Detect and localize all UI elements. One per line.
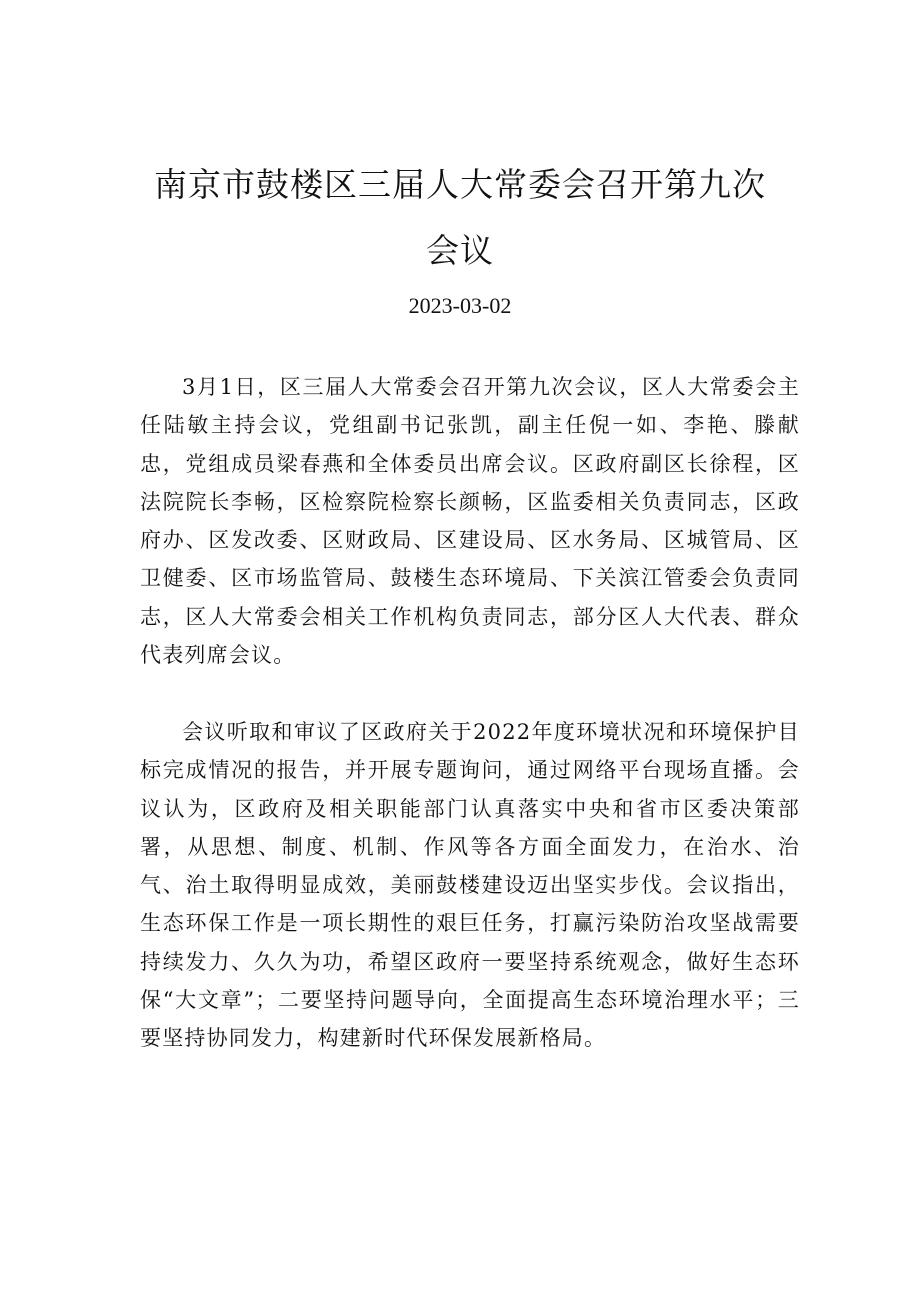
- paragraph-attendance: 3月1日，区三届人大常委会召开第九次会议，区人大常委会主任陆敏主持会议，党组副书记张凯，副主任倪一如、李艳、滕献忠，党组成员梁春燕和全体委员出席会议。区政府副区长徐程，区法院院长李畅，区检察院检察长颜畅，区监委相关负责同志，区政府办、区发改委、区财政局、区建设局、区水务局、区城管局、区卫健委、区市场监管局、鼓楼生态环境局、下关滨江管委会负责同志，区人大常委会相关工作机构负责同志，部分区人大代表、群众代表列席会议。: [140, 375, 800, 668]
- paragraph-review: 会议听取和审议了区政府关于2022年度环境状况和环境保护目标完成情况的报告，并开展专题询问，通过网络平台现场直播。会议认为，区政府及相关职能部门认真落实中央和省市区委决策部署，从思想、制度、机制、作风等各方面全面发力，在治水、治气、治土取得明显成效，美丽鼓楼建设迈出坚实步伐。会议指出，生态环保工作是一项长期性的艰巨任务，打赢污染防治攻坚战需要持续发力、久久为功，希望区政府一要坚持系统观念，做好生态环保“大文章”；二要坚持问题导向，全面提高生态环境治理水平；三要坚持协同发力，构建新时代环保发展新格局。: [140, 720, 800, 1051]
- page-title-line-2: 会议: [426, 231, 494, 270]
- publish-date: 2023-03-02: [408, 293, 512, 318]
- page-title-line-1: 南京市鼓楼区三届人大常委会召开第九次: [154, 165, 766, 204]
- article-body: [140, 0, 800, 1301]
